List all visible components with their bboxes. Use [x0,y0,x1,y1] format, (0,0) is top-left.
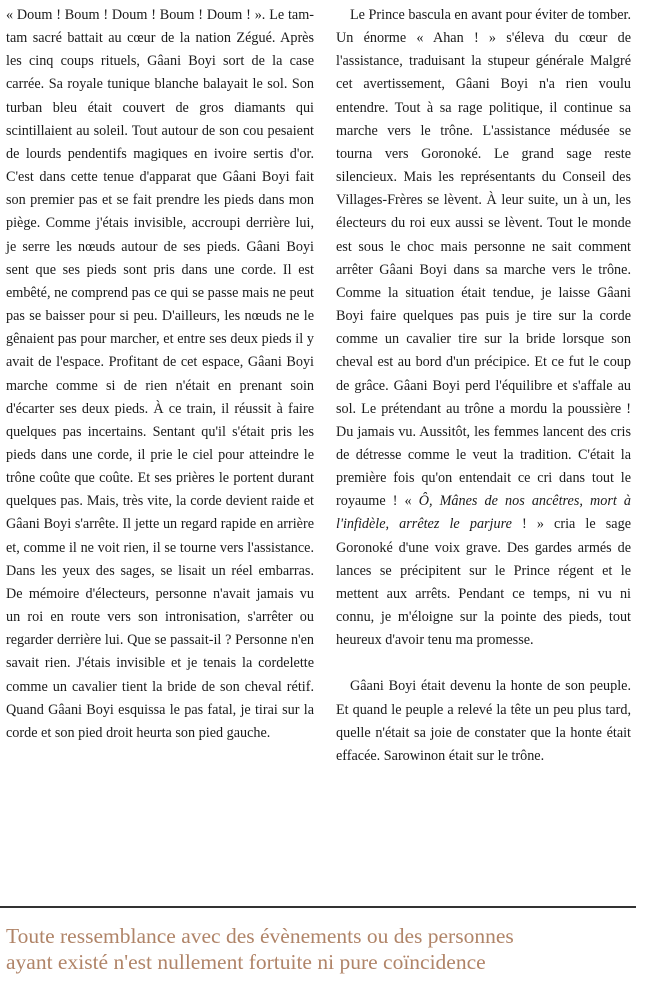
italic-invocation: Ô, Mânes de nos ancêtres, mort à l'infidèle, arrêtez le parjure [336,493,631,533]
paragraph-text-start: Le Prince bascula en avant pour éviter de tomber. Un énorme « Ahan ! » s'éleva du cœur de l'assistance, traduisant la stupeur générale Malgré cet avertissement, Gâani Boyi n'a rien voulu entendre. Tout à sa rage politique, il continue sa marche vers le trône. L'assistance médusée se tourna vers Goronoké. Le grand sage reste silencieux. Mais les représentants du Conseil des Villages-Frères se lèvent. À leur suite, un à un, les électeurs du roi eux aussi se lèvent. Tout le monde est sous le choc mais personne ne sait comment arrêter Gâani Boyi dans sa marche vers le trône. Comme la situation était tendue, je laisse Gâani Boyi faire quelques pas puis je tire sur la corde comme un cavalier tire sur la bride lorsque son cheval est au bord d'un précipice. Et ce fut le coup de grâce. Gâani Boyi perd l'équilibre et s'affale au sol. Le prétendant au trône a mordu la poussière ! Du jamais vu. Aussitôt, les femmes lancent des cris de détresse comme le veut la tradition. C'était la première fois qu'on entendait ce cri dans tout le royaume ! « [336,7,631,510]
right-column [336,4,631,768]
disclaimer-line-1: Toute ressemblance avec des évènements ou des personnes [6,924,514,948]
disclaimer-line-2: ayant existé n'est nullement fortuite ni pure coïncidence [6,950,486,974]
story-paragraph-right-2: Gâani Boyi était devenu la honte de son peuple. Et quand le peuple a relevé la tête un peu plus tard, quelle n'était sa joie de constater que la honte était effacée. Sarowinon était sur le trône. [336,678,631,764]
disclaimer-note [6,923,636,975]
footer-divider [0,906,636,908]
paragraph-text-end: ! » cria le sage Goronoké d'une voix grave. Des gardes armés de lances se précipitent sur le Prince régent et le mettent aux arrêts. Pendant ce temps, ni vu ni connu, je m'éloigne sur la pointe des pieds, tout heureux d'avoir tenu ma promesse. [336,516,631,649]
left-column [6,4,314,745]
story-paragraph-right-1 [336,4,631,652]
story-paragraph-left: « Doum ! Boum ! Doum ! Boum ! Doum ! ». Le tam-tam sacré battait au cœur de la nation Zégué. Après les cinq coups rituels, Gâani Boyi sort de la case carrée. Sa royale tunique blanche balayait le sol. Son turban bleu était couvert de gros diamants qui scintillaient au soleil. Tout autour de son cou pesaient de lourds pendentifs magiques en ivoire sertis d'or. C'est dans cette tenue d'apparat que Gâani Boyi fait son premier pas et se fait prendre les pieds dans mon piège. Comme j'étais invisible, accroupi derrière lui, je serre les nœuds autour de ses pieds. Gâani Boyi sent que ses pieds sont pris dans une corde. Il est embêté, ne comprend pas ce qui se passe mais ne peut pas se baisser pour si peu. D'ailleurs, les nœuds ne le gênaient pas pour marcher, et entre ses deux pieds il y avait de l'espace. Profitant de cet espace, Gâani Boyi marche comme si de rien n'était en prenant soin d'écarter ses deux pieds. À ce train, il réussit à faire quelques pas incertains. Sentant qu'il s'était pris les pieds dans une corde, il prie le ciel pour atteindre le trône coûte que coûte. Et ses prières le portent durant quelques pas. Mais, très vite, la corde devient raide et Gâani Boyi s'arrête. Il jette un regard rapide en arrière et, comme il ne voit rien, il se tourne vers l'assistance. Dans les yeux des sages, se lisait un réel embarras. De mémoire d'électeurs, personne n'avait jamais vu un roi en route vers son intronisation, s'arrêter ou regarder derrière lui. Que se passait-il ? Personne n'en savait rien. J'étais invisible et je tenais la cordelette comme un cavalier tient la bride de son cheval rétif. Quand Gâani Boyi esquissa le pas fatal, je tirai sur la corde et son pied droit heurta son pied gauche. [6,7,314,741]
